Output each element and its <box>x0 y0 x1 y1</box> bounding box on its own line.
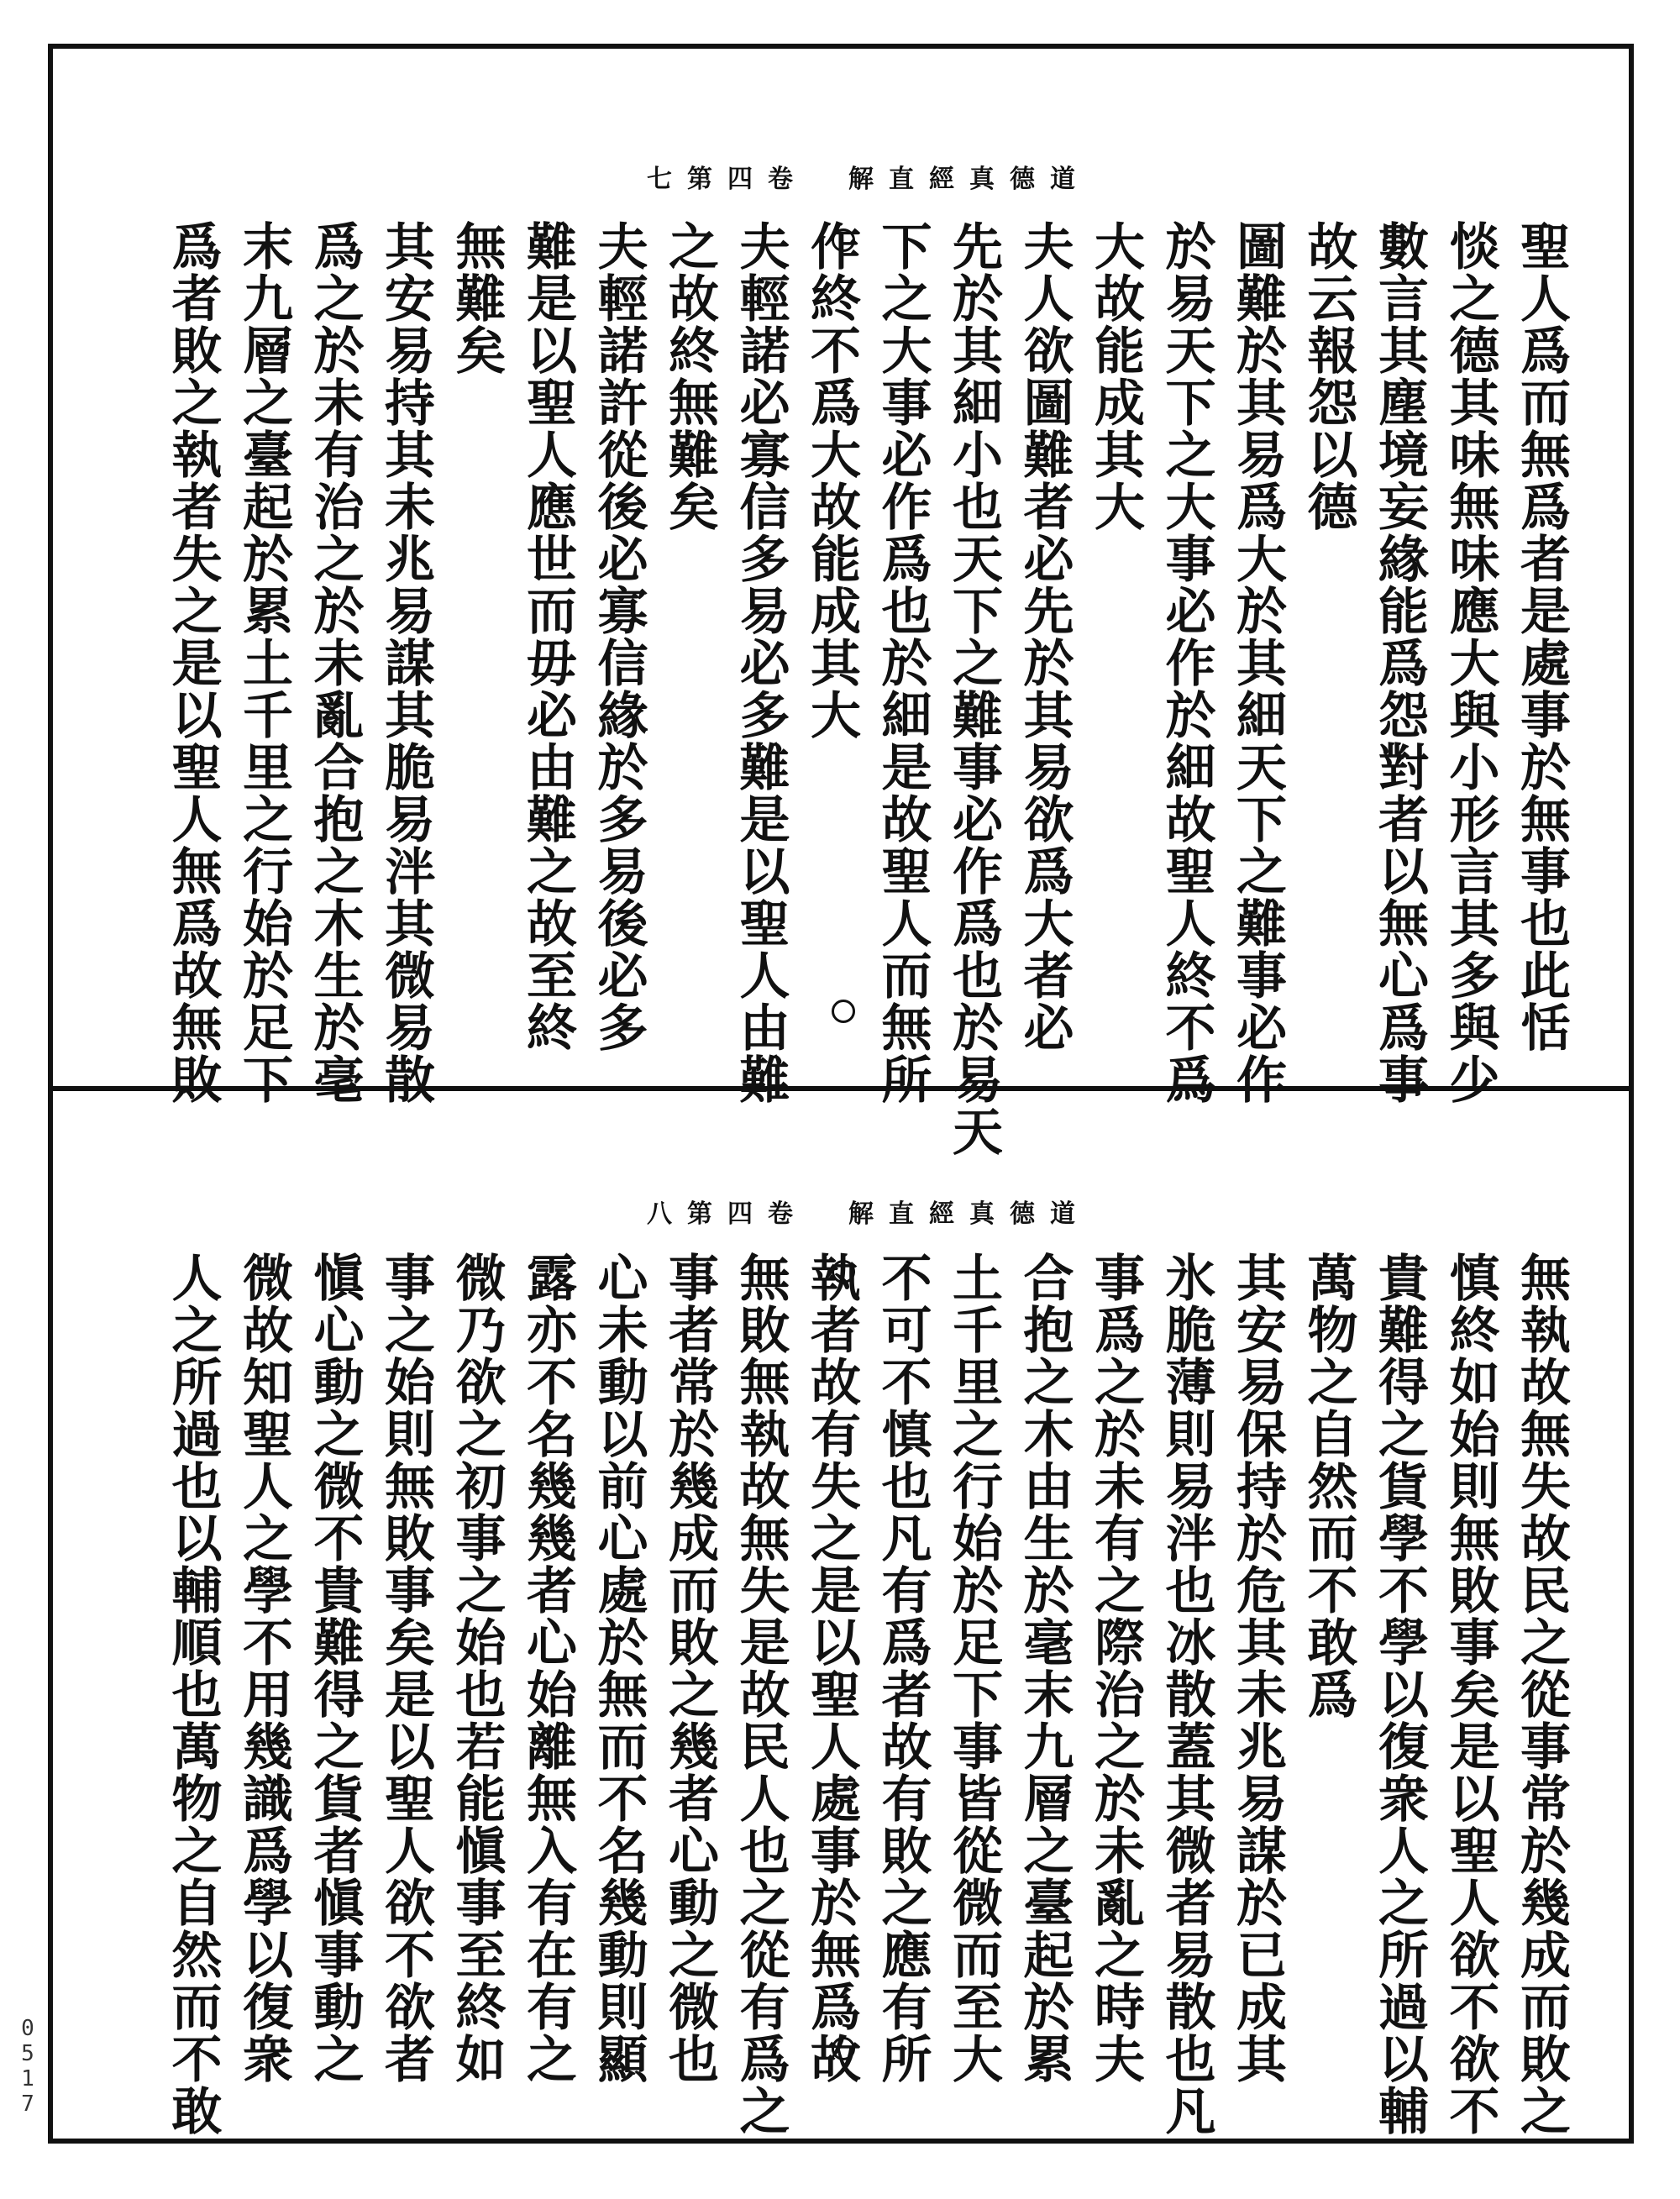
text-column: 事爲之於未有之際治之於未亂之時夫 <box>1086 1252 1145 2085</box>
text-column: 先於其細小也天下之難事必作爲也於易天 <box>944 220 1003 1157</box>
text-column: 聖人爲而無爲者是處事於無事也此恬 <box>1512 220 1571 1053</box>
text-column: 土千里之行始於足下事皆從微而至大 <box>944 1252 1003 2085</box>
text-column: 夫輕諾許從後必寡信緣於多易後必多 <box>589 220 648 1053</box>
text-column: 夫輕諾必寡信多易必多難是以聖人由難 <box>731 220 790 1105</box>
bottom-header: 八第四卷 解直經真德道 <box>647 1199 1090 1229</box>
text-column: 事之始則無敗事矣是以聖人欲不欲者 <box>376 1252 435 2085</box>
text-column: 於易天下之大事必作於細故聖人終不爲 <box>1157 220 1216 1105</box>
text-column: 之故終無難矣 <box>660 220 719 533</box>
text-column: 執者故有失之是以聖人處事於無爲故 <box>802 1252 861 2085</box>
circle-mark <box>832 2037 855 2060</box>
text-column: 下之大事必作爲也於細是故聖人而無所 <box>873 220 932 1105</box>
text-column: 無敗無執故無失是故民人也之從有爲之 <box>731 1252 790 2137</box>
text-column: 爲之於未有治之於未亂合抱之木生於毫 <box>305 220 365 1105</box>
text-column: 微故知聖人之學不用幾識爲學以復衆 <box>234 1252 293 2085</box>
text-column: 不可不慎也凡有爲者故有敗之應有所 <box>873 1252 932 2085</box>
text-column: 合抱之木由生於毫末九層之臺起於累 <box>1015 1252 1074 2085</box>
text-column: 其安易持其未兆易謀其脆易泮其微易散 <box>376 220 435 1105</box>
text-column: 無難矣 <box>447 220 507 376</box>
text-column: 無執故無失故民之從事常於幾成而敗之 <box>1512 1252 1571 2137</box>
text-column: 事者常於幾成而敗之幾者心動之微也 <box>660 1252 719 2085</box>
circle-mark <box>832 1260 855 1283</box>
text-column: 末九層之臺起於累土千里之行始於足下 <box>234 220 293 1105</box>
text-column: 慎終如始則無敗事矣是以聖人欲不欲不 <box>1441 1252 1500 2137</box>
text-column: 爲者敗之執者失之是以聖人無爲故無敗 <box>163 220 223 1105</box>
text-column: 貴難得之貨學不學以復衆人之所過以輔 <box>1370 1252 1429 2137</box>
top-header: 七第四卷 解直經真德道 <box>647 165 1090 194</box>
text-column: 萬物之自然而不敢爲 <box>1299 1252 1358 1720</box>
text-column: 難是以聖人應世而毋必由難之故至終 <box>518 220 577 1053</box>
text-column: 作終不爲大故能成其大 <box>802 220 861 741</box>
text-column: 愼心動之微不貴難得之貨者愼事動之 <box>305 1252 365 2085</box>
page-number: 0517 <box>15 2016 40 2117</box>
text-column: 數言其塵境妄緣能爲怨對者以無心爲事 <box>1370 220 1429 1105</box>
text-column: 大故能成其大 <box>1086 220 1145 533</box>
text-column: 惔之德其味無味應大與小形言其多與少 <box>1441 220 1500 1105</box>
text-column: 其安易保持於危其未兆易謀於已成其 <box>1228 1252 1287 2085</box>
text-column: 人之所過也以輔順也萬物之自然而不敢 <box>163 1252 223 2137</box>
text-column: 圖難於其易爲大於其細天下之難事必作 <box>1228 220 1287 1105</box>
text-column: 心未動以前心處於無而不名幾動則顯 <box>589 1252 648 2085</box>
text-column: 夫人欲圖難者必先於其易欲爲大者必 <box>1015 220 1074 1053</box>
text-column: 氷脆薄則易泮也冰散蓋其微者易散也凡 <box>1157 1252 1216 2137</box>
text-column: 微乃欲之初事之始也若能愼事至終如 <box>447 1252 507 2085</box>
text-column: 故云報怨以德 <box>1299 220 1358 533</box>
text-column: 露亦不名幾幾者心始離無入有在有之 <box>518 1252 577 2085</box>
circle-mark <box>832 1000 855 1023</box>
circle-mark <box>832 228 855 252</box>
